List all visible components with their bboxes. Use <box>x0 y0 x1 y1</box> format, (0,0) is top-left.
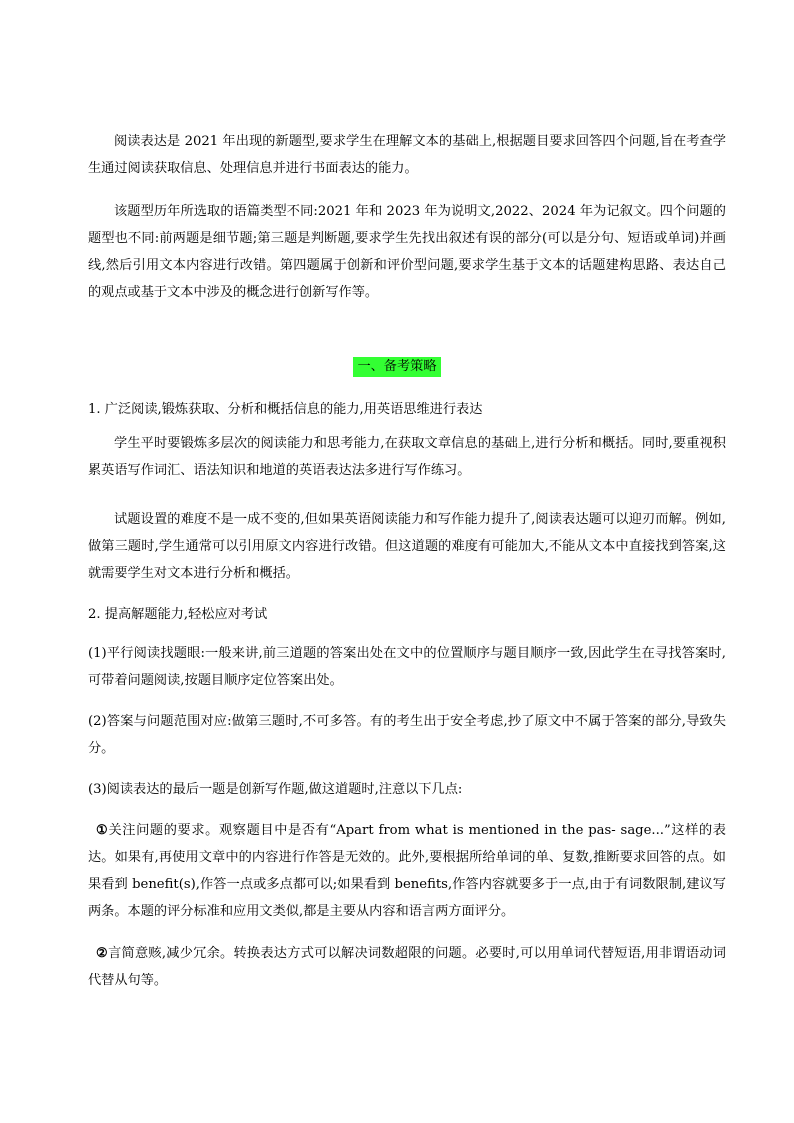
strategy-point-2-text: 言简意赅,减少冗余。转换表达方式可以解决词数超限的问题。必要时,可以用单词代替短语,用非谓语动词代替从句等。 <box>88 946 726 988</box>
circled-number-2: ② <box>96 946 109 961</box>
strategy-item-1-paragraph-1: 学生平时要锻炼多层次的阅读能力和思考能力,在获取文章信息的基础上,进行分析和概括。同时,要重视积累英语写作词汇、语法知识和地道的英语表达法多进行写作练习。 <box>88 436 726 478</box>
strategy-point-1 <box>88 817 726 925</box>
strategy-subitem-3: (3)阅读表达的最后一题是创新写作题,做这道题时,注意以下几点: <box>88 782 463 797</box>
strategy-subitem-1: (1)平行阅读找题眼:一般来讲,前三道题的答案出处在文中的位置顺序与题目顺序一致,因此学生在寻找答案时,可带着问题阅读,按题目顺序定位答案出处。 <box>88 646 726 688</box>
section-heading: 一、备考策略 <box>353 357 440 377</box>
strategy-point-2 <box>88 940 726 994</box>
strategy-point-1-text: 关注问题的要求。观察题目中是否有“Apart from what is mentioned in the pas- sage...”这样的表达。如果有,再使用文章中的内容进行作答是无效的。此外,要根据所给单词的单、复数,推断要求回答的点。如果看到 benefit(s),作答一点或多点都可以;如果看到 benefits,作答内容就要多于一点,由于有词数限制,建议写两条。本题的评分标准和应用文类似,都是主要从内容和语言两方面评分。 <box>88 823 726 919</box>
strategy-item-1-paragraph-2: 试题设置的难度不是一成不变的,但如果英语阅读能力和写作能力提升了,阅读表达题可以迎刃而解。例如,做第三题时,学生通常可以引用原文内容进行改错。但这道题的难度有可能加大,不能从文本中直接找到答案,这就需要学生对文本进行分析和概括。 <box>88 512 726 581</box>
strategy-subitem-2: (2)答案与问题范围对应:做第三题时,不可多答。有的考生出于安全考虑,抄了原文中不属于答案的部分,导致失分。 <box>88 714 726 756</box>
circled-number-1: ① <box>96 823 109 838</box>
section-heading-wrap <box>0 355 794 377</box>
strategy-item-1-title: 1. 广泛阅读,锻炼获取、分析和概括信息的能力,用英语思维进行表达 <box>88 402 483 417</box>
strategy-item-2-title: 2. 提高解题能力,轻松应对考试 <box>88 607 268 622</box>
intro-paragraph-1: 阅读表达是 2021 年出现的新题型,要求学生在理解文本的基础上,根据题目要求回答四个问题,旨在考查学生通过阅读获取信息、处理信息并进行书面表达的能力。 <box>88 134 726 176</box>
intro-paragraph-2: 该题型历年所选取的语篇类型不同:2021 年和 2023 年为说明文,2022、2024 年为记叙文。四个问题的题型也不同:前两题是细节题;第三题是判断题,要求学生先找出叙述有误的部分(可以是分句、短语或单词)并画线,然后引用文本内容进行改错。第四题属于创新和评价型问题,要求学生基于文本的话题建构思路、表达自己的观点或基于文本中涉及的概念进行创新写作等。 <box>88 204 726 300</box>
